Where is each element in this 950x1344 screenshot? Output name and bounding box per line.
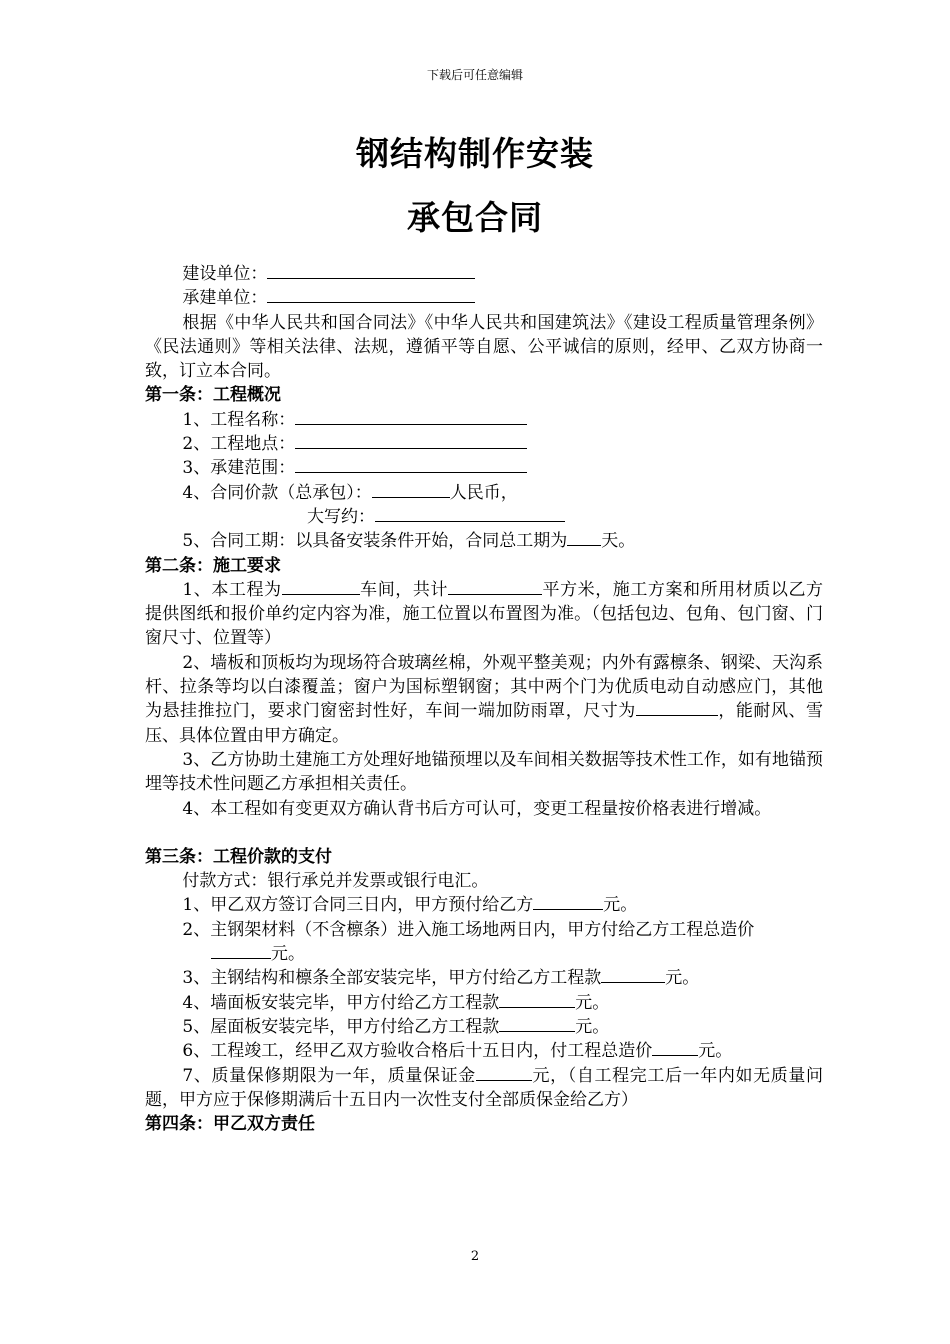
- article2-p1-a: 1、本工程为: [182, 579, 282, 600]
- party-a-label: 建设单位：: [182, 264, 268, 284]
- article3-item4: [145, 991, 823, 1015]
- spacer: [145, 821, 823, 845]
- article2-p1: [145, 578, 823, 651]
- article2-p2: [145, 651, 823, 748]
- contract-price-blank[interactable]: [372, 481, 450, 498]
- structure-payment-blank[interactable]: [601, 966, 665, 983]
- completion-payment-blank[interactable]: [652, 1039, 698, 1056]
- article3-item5: [145, 1015, 823, 1039]
- article3-item3-unit: 元。: [665, 968, 700, 989]
- article4-heading: 第四条：甲乙双方责任: [145, 1114, 315, 1135]
- payment-method: 付款方式：银行承兑并发票或银行电汇。: [182, 871, 489, 892]
- uppercase-amount-blank[interactable]: [375, 505, 565, 522]
- currency-label: 人民币，: [449, 482, 518, 503]
- party-b-line: [145, 286, 823, 310]
- project-name-blank[interactable]: [295, 408, 527, 425]
- wall-panel-payment-blank[interactable]: [499, 991, 575, 1008]
- article3-item1-unit: 元。: [603, 895, 638, 916]
- article3-item7-b: 元，（自工程完工后一年内如无质量问题，甲方应于保修期满后十五日内一次性支付全部质保金给乙方）: [145, 1065, 823, 1110]
- article2-p2-b: ，能耐风、雪压、具体位置由甲方确定。: [145, 701, 824, 746]
- article3-item7-a: 7、质量保修期限为一年，质量保证金: [182, 1065, 476, 1086]
- preamble: 根据《中华人民共和国合同法》《中华人民共和国建筑法》《建设工程质量管理条例》《民法通则》等相关法律、法规，遵循平等自愿、公平诚信的原则，经甲、乙双方协商一致，订立本合同。: [145, 312, 823, 382]
- duration-label: 5、合同工期：以具备安装条件开始，合同总工期为: [182, 531, 568, 552]
- header-note: 下载后可任意编辑: [426, 68, 523, 82]
- scope-label: 3、承建范围：: [182, 458, 296, 479]
- article3-item1: [145, 893, 823, 917]
- party-b-blank[interactable]: [267, 286, 475, 303]
- article2-p4: 4、本工程如有变更双方确认背书后方可认可，变更工程量按价格表进行增减。: [182, 798, 772, 819]
- article3-item3: [145, 966, 823, 990]
- project-location-label: 2、工程地点：: [182, 434, 296, 455]
- uppercase-amount-label: 大写约：: [307, 506, 375, 527]
- article1-item3: [145, 456, 823, 480]
- article1-item2: [145, 432, 823, 456]
- steel-frame-payment-blank[interactable]: [211, 942, 271, 959]
- article3-item2-amount: [145, 942, 823, 966]
- article3-heading: 第三条：工程价款的支付: [145, 846, 332, 867]
- article3-item3-text: 3、主钢结构和檩条全部安装完毕，甲方付给乙方工程款: [182, 968, 602, 989]
- article1-item1: [145, 408, 823, 432]
- duration-unit: 天。: [601, 531, 636, 552]
- warranty-deposit-blank[interactable]: [476, 1064, 532, 1081]
- roof-panel-payment-blank[interactable]: [499, 1015, 575, 1032]
- article3-item6-text: 6、工程竣工，经甲乙双方验收合格后十五日内，付工程总造价: [182, 1041, 653, 1062]
- article3-item1-text: 1、甲乙双方签订合同三日内，甲方预付给乙方: [182, 895, 534, 916]
- project-location-blank[interactable]: [295, 432, 527, 449]
- article3-item2-unit: 元。: [271, 944, 305, 965]
- document-title-line2: 承包合同: [407, 198, 543, 237]
- page-number: 2: [470, 1249, 480, 1264]
- workshop-blank[interactable]: [282, 578, 360, 595]
- article2-p1-c: 平方米，施工方案和所用材质以乙方提供图纸和报价单约定内容为准，施工位置以布置图为准。（包括包边、包角、包门窗、门窗尺寸、位置等）: [145, 579, 824, 649]
- article3-item6-unit: 元。: [698, 1041, 733, 1062]
- article2-heading: 第二条：施工要求: [145, 555, 281, 576]
- article2-p2-a: 2、墙板和顶板均为现场符合玻璃丝棉，外观平整美观；内外有露檩条、钢梁、天沟系杆、拉条等均以白漆覆盖；窗户为国标塑钢窗；其中两个门为优质电动自动感应门，其他为悬挂推拉门，要求门窗密封性好，车间一端加防雨罩，尺寸为: [145, 652, 823, 722]
- article3-item5-text: 5、屋面板安装完毕，甲方付给乙方工程款: [182, 1016, 500, 1037]
- article1-heading: 第一条：工程概况: [145, 385, 281, 406]
- article3-item7: [145, 1064, 823, 1113]
- party-b-label: 承建单位：: [182, 288, 268, 309]
- article2-p1-b: 车间，共计: [359, 579, 448, 600]
- party-a-blank[interactable]: [267, 262, 475, 279]
- contract-price-label: 4、合同价款（总承包）：: [182, 482, 372, 503]
- contract-body: [145, 262, 823, 1136]
- project-name-label: 1、工程名称：: [182, 409, 296, 430]
- rain-cover-size-blank[interactable]: [636, 699, 718, 716]
- party-a-line: [145, 262, 823, 286]
- area-blank[interactable]: [448, 578, 542, 595]
- prepayment-blank[interactable]: [533, 893, 603, 910]
- scope-blank[interactable]: [295, 456, 527, 473]
- article1-item4: [145, 481, 823, 505]
- article1-item4-uppercase: [145, 505, 823, 529]
- duration-blank[interactable]: [567, 529, 601, 546]
- article3-item2: 2、主钢架材料（不含檩条）进入施工场地两日内，甲方付给乙方工程总造价: [182, 919, 755, 940]
- article2-p3: 3、乙方协助土建施工方处理好地锚预埋以及车间相关数据等技术性工作，如有地锚预埋等技术性问题乙方承担相关责任。: [145, 749, 823, 795]
- document-title-line1: 钢结构制作安装: [356, 134, 594, 173]
- article3-item5-unit: 元。: [575, 1016, 610, 1037]
- article1-item5: [145, 529, 823, 553]
- article3-item4-text: 4、墙面板安装完毕，甲方付给乙方工程款: [182, 992, 500, 1013]
- article3-item6: [145, 1039, 823, 1063]
- article3-item4-unit: 元。: [575, 992, 610, 1013]
